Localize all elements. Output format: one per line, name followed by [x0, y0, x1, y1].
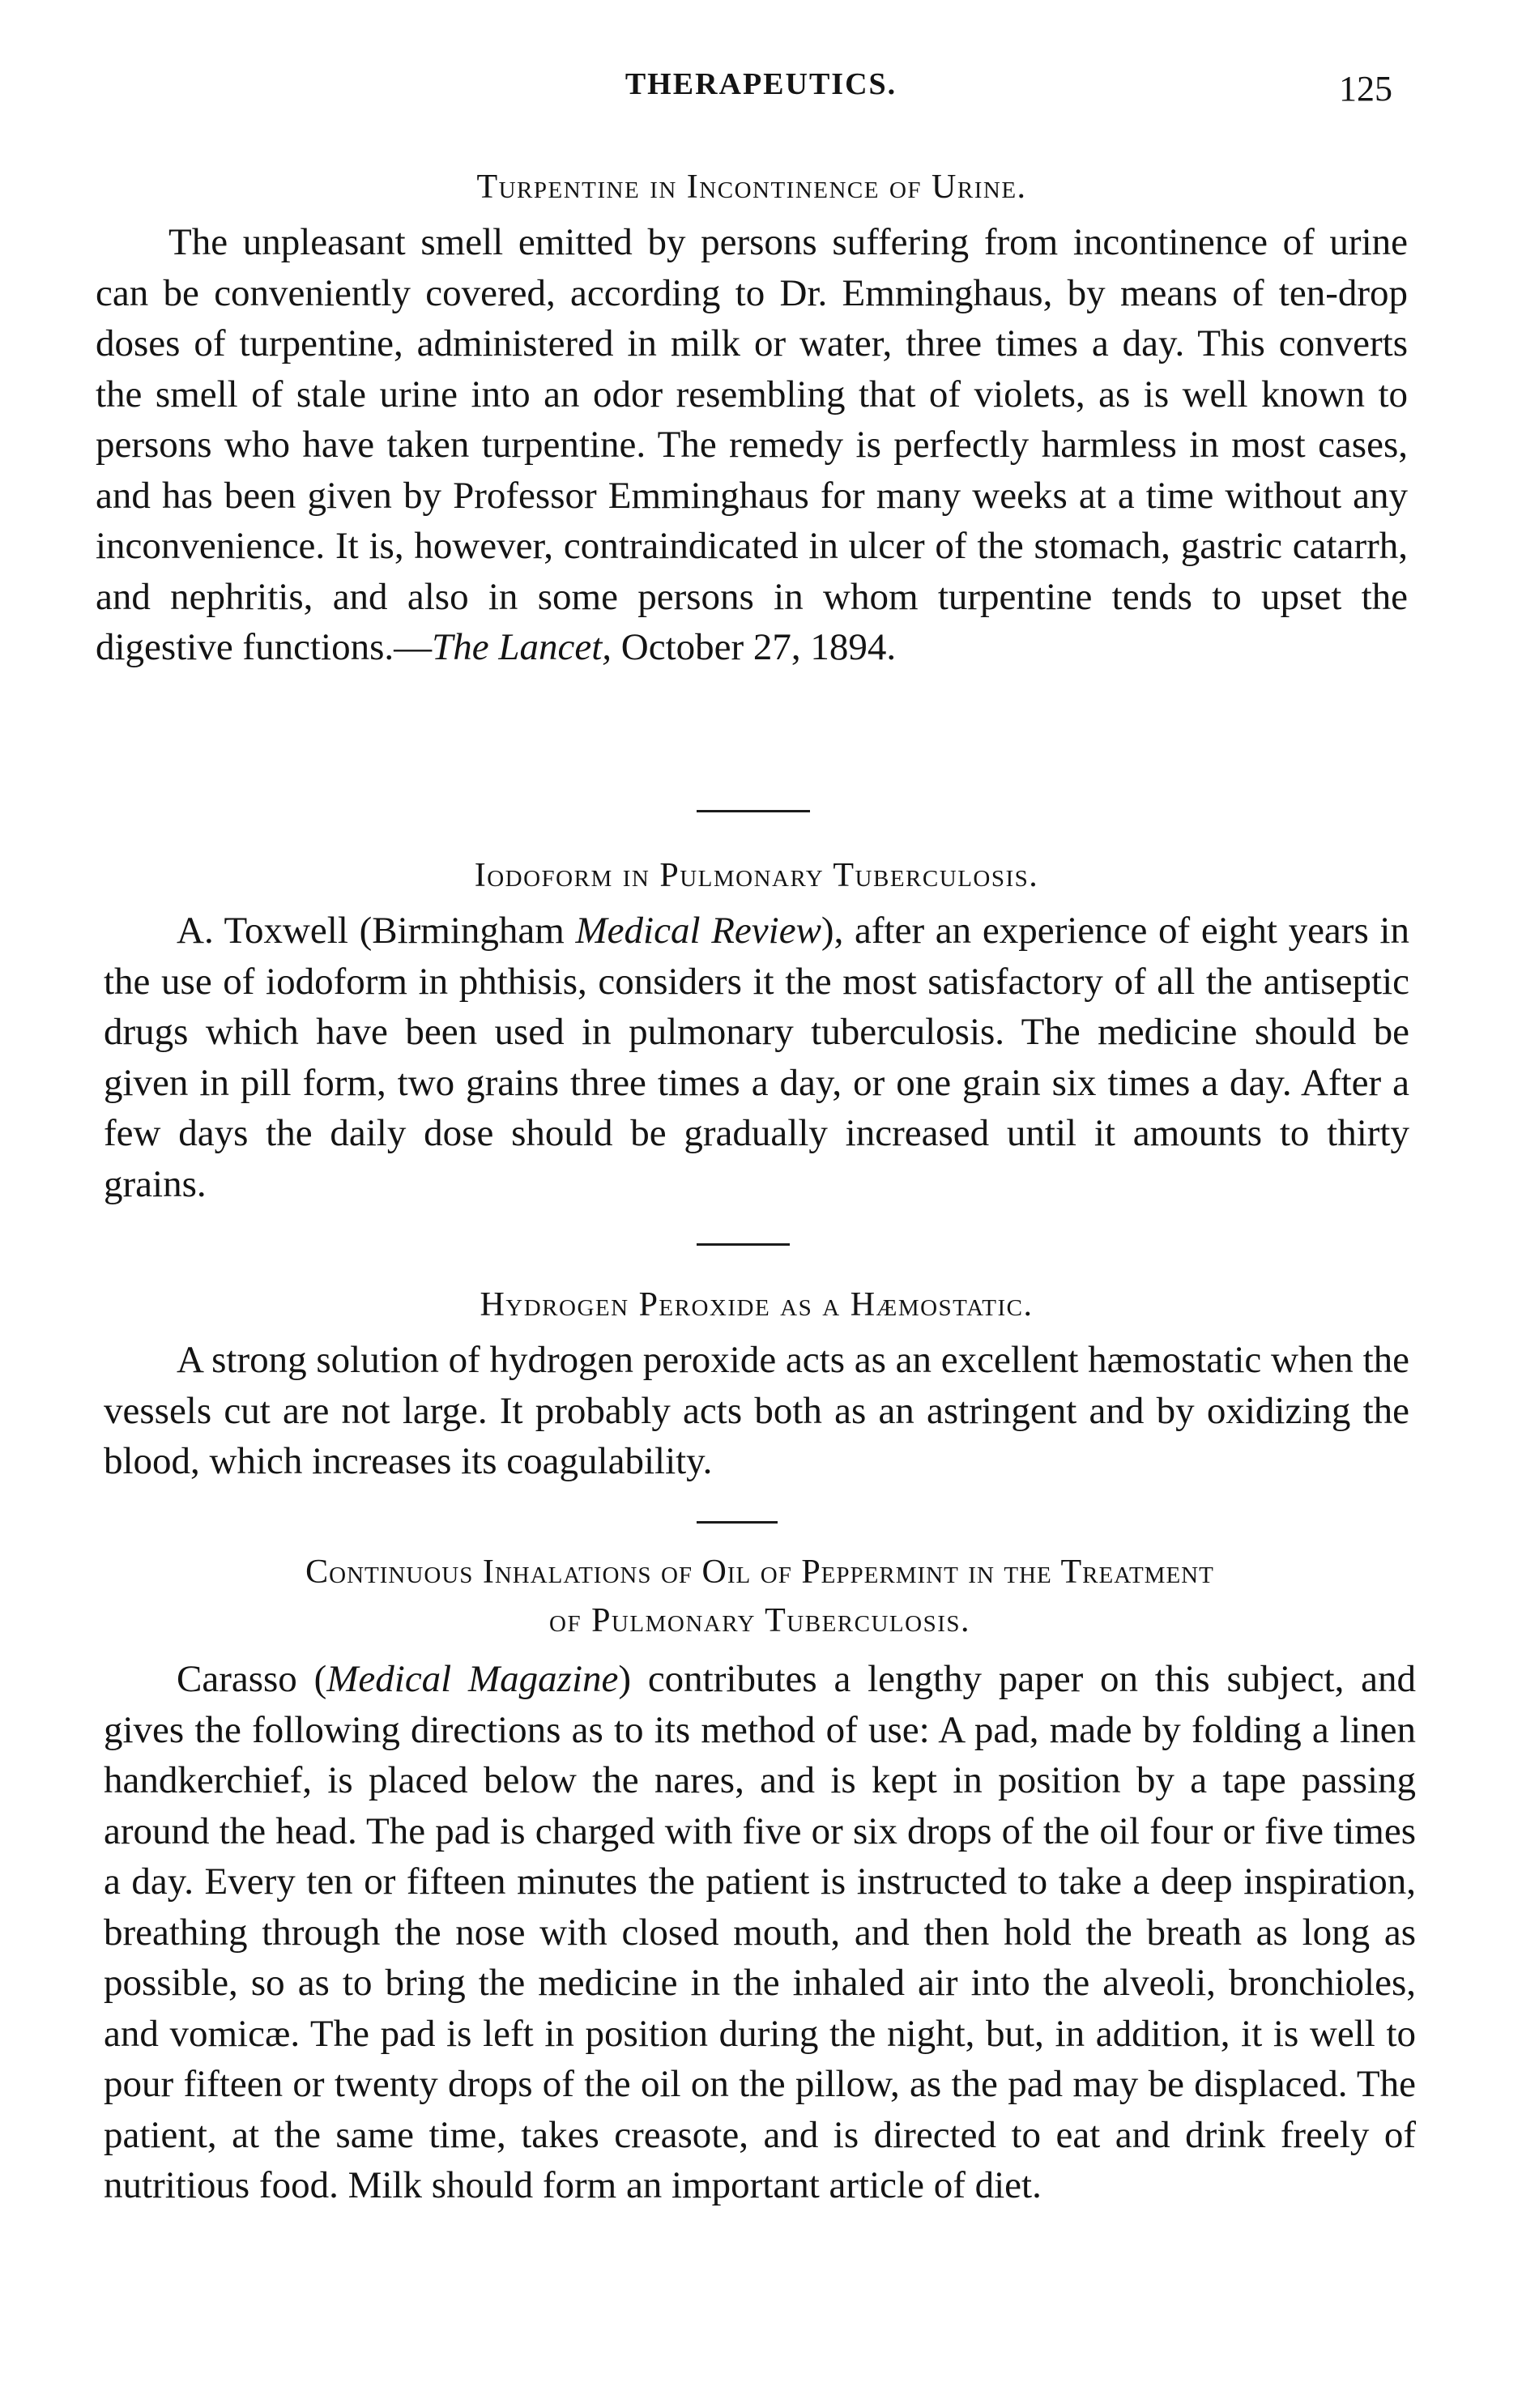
- article-peppermint-inhalations: [104, 1547, 1416, 2211]
- page-number: 125: [1339, 69, 1392, 109]
- source-title: The Lancet,: [432, 626, 612, 668]
- body-text: The unpleasant smell emitted by persons suffering from incontinence of urine can be conveniently covered, according to Dr. Emminghaus, by means of ten-drop doses of turpentine, administered in milk or water, three times a day. This converts the smell of stale urine into an odor resembling that of violets, as is well known to persons who have taken turpentine. The remedy is perfectly harmless in most cases, and has been given by Professor Emminghaus for many weeks at a time without any inconvenience. It is, however, contraindicated in ulcer of the stomach, gastric catarrh, and nephritis, and also in some persons in whom turpentine tends to upset the digestive functions.—: [96, 221, 1408, 668]
- article-body: [104, 1654, 1416, 2211]
- article-body: [104, 1335, 1409, 1487]
- body-text: ), after an experience of eight years in the use of iodoform in phthisis, considers it the most satisfactory of all the antiseptic drugs which have been used in pulmonary tuberculosis. The medicine should be given in pill form, two grains three times a day, or one grain six times a day. After a few days the daily dose should be gradually increased until it amounts to thirty grains.: [104, 910, 1409, 1205]
- article-heading: Iodoform in Pulmonary Tuberculosis.: [474, 857, 1039, 894]
- body-text: A strong solution of hydrogen peroxide acts as an excellent hæmostatic when the vessels cut are not large. It probably acts both as an astringent and by oxidizing the blood, which increases its coagulability.: [104, 1339, 1409, 1482]
- body-text: A. Toxwell (Birmingham: [177, 910, 576, 952]
- article-heading: Hydrogen Peroxide as a Hæmostatic.: [480, 1286, 1034, 1323]
- article-heading: Continuous Inhalations of Oil of Peppermint in the Treatment: [305, 1553, 1214, 1591]
- article-body: [96, 217, 1408, 673]
- body-text: ) contributes a lengthy paper on this subject, and gives the following directions as to its method of use: A pad, made by folding a linen handkerchief, is placed below the nares, and is kept in position by a tape passing around the head. The pad is charged with five or six drops of the oil four or five times a day. Every ten or fifteen minutes the patient is instructed to take a deep inspiration, breathing through the nose with closed mouth, and then hold the breath as long as possible, so as to bring the medicine in the inhaled air into the alveoli, bronchioles, and vomicæ. The pad is left in position during the night, but, in addition, it is well to pour fifteen or twenty drops of the oil on the pillow, as the pad may be displaced. The patient, at the same time, takes creasote, and is directed to eat and drink freely of nutritious food. Milk should form an important article of diet.: [104, 1658, 1416, 2206]
- running-head: [0, 66, 1522, 115]
- body-text: Carasso (: [177, 1658, 327, 1700]
- section-divider: [697, 810, 810, 812]
- article-turpentine: [96, 162, 1408, 673]
- source-date: October 27, 1894.: [612, 626, 897, 668]
- article-body: [104, 906, 1409, 1209]
- article-iodoform: [104, 850, 1409, 1209]
- article-hydrogen-peroxide: [104, 1280, 1409, 1487]
- section-divider: [697, 1521, 778, 1524]
- source-title: Medical Magazine: [326, 1658, 619, 1700]
- article-heading: Turpentine in Incontinence of Urine.: [476, 168, 1027, 206]
- running-title: THERAPEUTICS.: [625, 67, 897, 101]
- article-heading-continued: of Pulmonary Tuberculosis.: [549, 1602, 970, 1639]
- section-divider: [697, 1243, 790, 1246]
- source-title: Medical Review: [575, 910, 821, 952]
